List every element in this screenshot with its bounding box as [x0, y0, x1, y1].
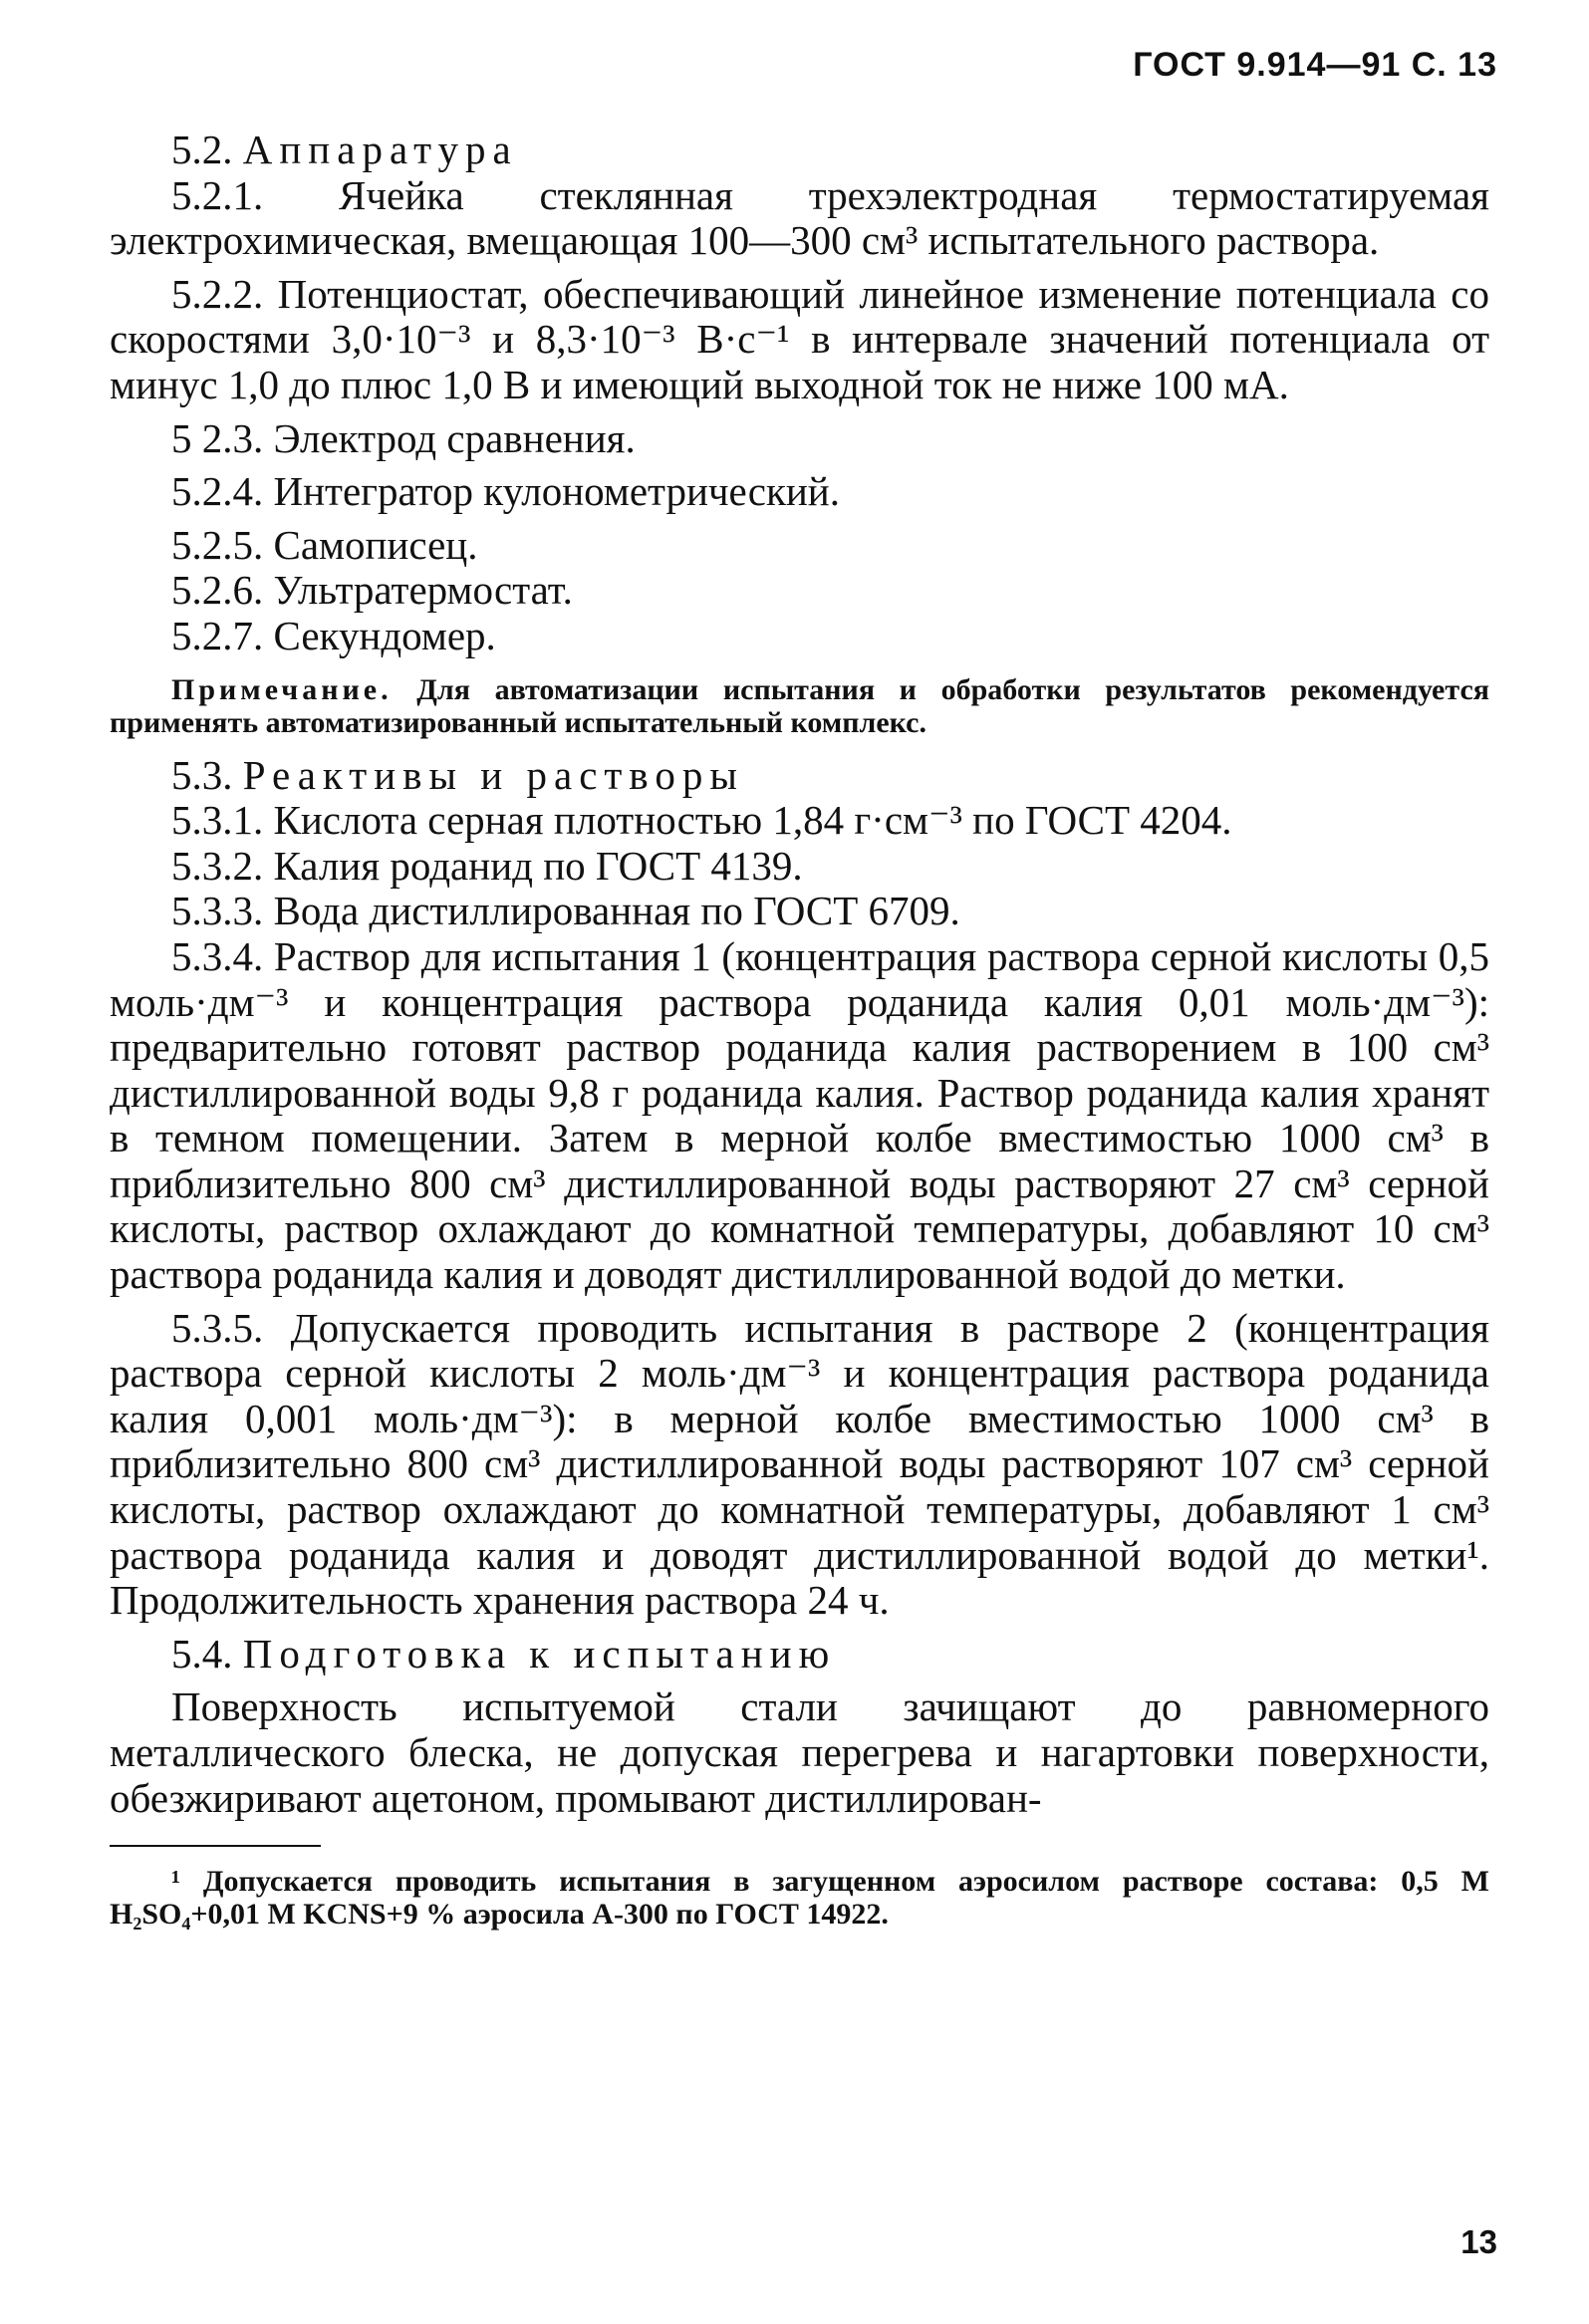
section-number: 5.2.	[171, 127, 233, 172]
section-heading-5-2	[110, 128, 1489, 173]
paragraph-5-3-1: 5.3.1. Кислота серная плотностью 1,84 г·см⁻³ по ГОСТ 4204.	[171, 797, 1232, 844]
paragraph-5-3-5: 5.3.5. Допускается проводить испытания в растворе 2 (концентрация раствора серной кислоты 2 моль·дм⁻³ и концентрация раствора роданида калия 0,001 моль·дм⁻³): в мерной колбе вместимостью 1000 см³ в приблизительно 800 см³ дистиллированной воды растворяют 107 см³ серной кислоты, раствор охлаждают до комнатной температуры, добавляют 1 см³ раствора роданида калия и доводят дистиллированной водой до метки¹. Продолжительность хранения раствора 24 ч.	[110, 1304, 1489, 1624]
section-number: 5.3.	[171, 751, 233, 798]
section-number: 5.4.	[171, 1630, 233, 1677]
note-text: Для автоматизации испытания и обработки результатов рекомендуется применять автоматизированный испытательный комплекс.	[110, 672, 1489, 739]
footnote: ¹ Допускается проводить испытания в загущенном аэросилом растворе состава: 0,5 М H₂SO₄+0,01 М KCNS+9 % аэросила А-300 по ГОСТ 14922.	[110, 1865, 1489, 1932]
paragraph-5-3-3: 5.3.3. Вода дистиллированная по ГОСТ 6709.	[171, 888, 960, 934]
section-title: Подготовка к испытанию	[242, 1630, 837, 1677]
section-heading-5-3	[110, 753, 1489, 799]
paragraph-5-2-7: 5.2.7. Секундомер.	[171, 612, 496, 658]
page-number: 13	[1460, 2223, 1497, 2260]
note	[110, 673, 1489, 739]
paragraph-5-3-2: 5.3.2. Калия роданид по ГОСТ 4139.	[171, 842, 803, 889]
paragraph-5-4: Поверхность испытуемой стали зачищают до равномерного металлического блеска, не допуская перегрева и нагартовки поверхности, обезжиривают ацетоном, промывают дистиллирован-	[110, 1683, 1489, 1821]
paragraph-5-2-1: 5.2.1. Ячейка стеклянная трехэлектродная термостатируемая электрохимическая, вмещающая 100—300 см³ испытательного раствора.	[110, 171, 1489, 264]
section-title: Реактивы и растворы	[242, 751, 744, 798]
paragraph-5-2-6: 5.2.6. Ультратермостат.	[171, 567, 573, 614]
paragraph-5-2-2: 5.2.2. Потенциостат, обеспечивающий линейное изменение потенциала со скоростями 3,0·10⁻³ и 8,3·10⁻³ В·с⁻¹ в интервале значений потенциала от минус 1,0 до плюс 1,0 В и имеющий выходной ток не ниже 100 мА.	[110, 270, 1489, 407]
paragraph-5-2-3: 5 2.3. Электрод сравнения.	[171, 414, 636, 461]
section-title: Аппаратура	[242, 127, 518, 172]
section-heading-5-4	[110, 1632, 1489, 1678]
note-label: Примечание.	[171, 672, 393, 706]
paragraph-5-2-4: 5.2.4. Интегратор кулонометрический.	[171, 468, 840, 515]
page-header: ГОСТ 9.914—91 С. 13	[1133, 46, 1497, 84]
page-content	[110, 128, 1489, 1931]
footnote-divider	[110, 1845, 321, 1847]
paragraph-5-2-5: 5.2.5. Самописец.	[171, 521, 478, 568]
paragraph-5-3-4: 5.3.4. Раствор для испытания 1 (концентрация раствора серной кислоты 0,5 моль·дм⁻³ и концентрация раствора роданида калия 0,01 моль·дм⁻³): предварительно готовят раствор роданида калия растворением в 100 см³ дистиллированной воды 9,8 г роданида калия. Раствор роданида калия хранят в темном помещении. Затем в мерной колбе вместимостью 1000 см³ в приблизительно 800 см³ дистиллированной воды растворяют 27 см³ серной кислоты, раствор охлаждают до комнатной температуры, добавляют 10 см³ раствора роданида калия и доводят дистиллированной водой до метки.	[110, 932, 1489, 1298]
